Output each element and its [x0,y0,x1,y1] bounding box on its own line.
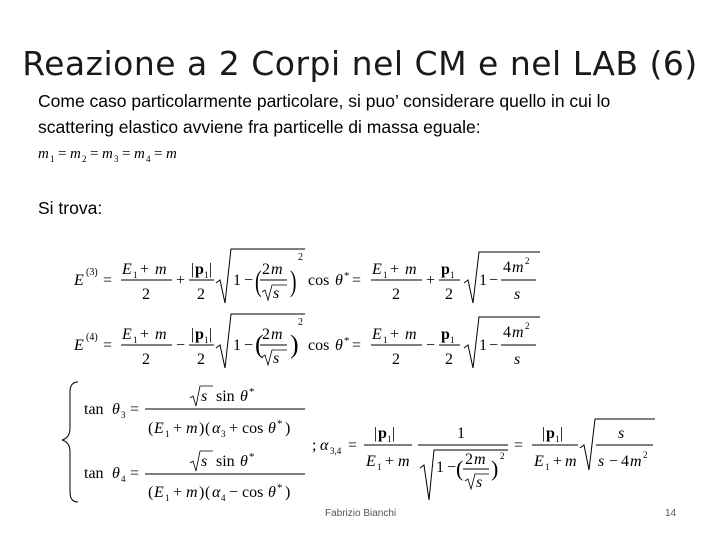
svg-text:m: m [398,453,410,470]
svg-text:−: − [176,337,186,354]
svg-text:cos: cos [242,420,264,437]
svg-text:s: s [476,474,483,491]
svg-text:m: m [102,146,113,162]
svg-text:θ: θ [240,453,248,470]
svg-text:): ) [491,456,499,481]
footer-page-number: 14 [665,508,677,519]
svg-text:=: = [154,146,163,162]
svg-text:1: 1 [545,462,550,472]
svg-text:2: 2 [142,286,150,303]
svg-text:m: m [155,326,167,343]
svg-text:1: 1 [133,335,138,345]
svg-text:1: 1 [479,337,487,354]
svg-text:1: 1 [383,270,388,280]
svg-text:|: | [191,326,195,343]
svg-text:1: 1 [165,493,170,503]
svg-text:1: 1 [377,462,382,472]
svg-text:E: E [366,453,376,470]
svg-text:4: 4 [503,259,511,276]
svg-text:|: | [191,261,195,278]
svg-text:m: m [512,259,524,276]
svg-text:1: 1 [555,434,560,444]
svg-text:−: − [447,459,457,476]
svg-text:s: s [273,285,280,302]
svg-text:p: p [195,261,204,278]
svg-text:=: = [130,465,140,482]
svg-text:+: + [173,484,183,501]
svg-text:*: * [249,386,255,398]
svg-text:θ: θ [335,272,343,289]
svg-text:*: * [277,482,283,494]
svg-text:2: 2 [525,256,530,266]
svg-text:θ: θ [240,388,248,405]
svg-text:m: m [70,146,81,162]
svg-text:4: 4 [621,453,629,470]
svg-text:3,4: 3,4 [330,446,342,456]
svg-text:−: − [489,272,499,289]
svg-text:s: s [618,425,625,442]
svg-text:2: 2 [445,351,453,368]
svg-text:(4): (4) [86,332,98,343]
svg-text:α: α [320,437,329,454]
system-brace [62,382,78,502]
svg-text:s: s [273,350,280,367]
svg-text:(: ( [205,420,211,437]
svg-text:=: = [348,437,358,454]
svg-text:*: * [249,451,255,463]
svg-text:1: 1 [204,270,209,280]
svg-text:+: + [385,453,395,470]
svg-text:−: − [426,337,436,354]
masses-equation-text [0,0,1,1]
svg-text:tan: tan [84,465,104,482]
svg-text:1: 1 [165,429,170,439]
svg-text:): ) [290,330,299,359]
equation-alpha [312,419,655,500]
svg-text:E: E [534,453,544,470]
svg-text:+: + [140,261,150,278]
svg-text:|: | [209,261,213,278]
svg-text:E: E [372,326,382,343]
svg-text:(: ( [255,266,262,299]
svg-text:(: ( [255,330,264,359]
svg-text:s: s [598,453,605,470]
svg-text:|: | [374,425,378,442]
svg-text:=: = [103,272,113,289]
svg-text:−: − [489,337,499,354]
svg-text:2: 2 [392,351,400,368]
svg-text:p: p [378,425,387,442]
svg-text:+: + [390,326,400,343]
svg-text:−: − [229,484,239,501]
svg-text:1: 1 [450,335,455,345]
svg-text:+: + [553,453,563,470]
svg-text:4: 4 [146,154,151,163]
svg-text:m: m [405,326,417,343]
svg-text:p: p [195,326,204,343]
svg-text:+: + [390,261,400,278]
svg-text:m: m [565,453,577,470]
svg-text:cos: cos [308,272,330,289]
svg-text:;: ; [312,437,317,454]
svg-text:+: + [176,272,186,289]
svg-text:2: 2 [392,286,400,303]
svg-text:sin: sin [216,453,235,470]
svg-text:=: = [103,337,113,354]
svg-text:E: E [122,326,132,343]
svg-text:θ: θ [335,337,343,354]
svg-text:p: p [441,326,450,343]
svg-text:m: m [186,420,198,437]
svg-text:m: m [134,146,145,162]
svg-text:+: + [173,420,183,437]
svg-text:s: s [201,388,208,405]
svg-text:(: ( [148,420,154,437]
svg-text:1: 1 [383,335,388,345]
svg-text:−: − [609,453,619,470]
svg-text:s: s [514,351,521,368]
svg-text:4: 4 [221,493,226,503]
svg-text:α: α [212,420,221,437]
svg-text:θ: θ [268,420,276,437]
svg-text:E: E [74,337,84,354]
svg-text:3: 3 [221,429,226,439]
svg-text:p: p [441,261,450,278]
svg-text:−: − [244,272,254,289]
svg-text:=: = [352,272,362,289]
equation-tan-theta4 [84,451,305,503]
svg-text:m: m [186,484,198,501]
si-trova-label: Si trova: [38,198,103,218]
svg-text:=: = [130,401,140,418]
svg-text:|: | [542,425,546,442]
svg-text:1: 1 [436,459,444,476]
svg-text:=: = [514,437,524,454]
svg-text:1: 1 [204,335,209,345]
svg-text:m: m [512,324,524,341]
svg-text:|: | [560,425,564,442]
svg-text:4: 4 [503,324,511,341]
svg-text:1: 1 [450,270,455,280]
svg-text:+: + [426,272,436,289]
svg-text:): ) [199,484,205,501]
svg-text:2: 2 [262,261,270,278]
svg-text:3: 3 [114,154,119,163]
svg-text:2: 2 [643,450,648,460]
svg-text:): ) [285,484,291,501]
svg-text:*: * [344,270,350,282]
svg-text:|: | [392,425,396,442]
svg-text:2: 2 [298,317,303,328]
svg-text:cos: cos [242,484,264,501]
svg-text:1: 1 [233,337,241,354]
svg-text:m: m [166,146,177,162]
svg-text:=: = [122,146,131,162]
svg-text:cos: cos [308,337,330,354]
svg-text:*: * [277,418,283,430]
svg-text:−: − [244,337,254,354]
svg-text:θ: θ [112,465,120,482]
svg-text:1: 1 [387,434,392,444]
svg-text:2: 2 [445,286,453,303]
svg-text:1: 1 [133,270,138,280]
svg-text:2: 2 [262,326,270,343]
equation-E4 [73,314,540,368]
svg-text:m: m [630,453,642,470]
equation-tan-theta3 [84,386,305,439]
svg-text:α: α [212,484,221,501]
svg-text:E: E [154,484,164,501]
svg-text:m: m [271,261,283,278]
svg-text:m: m [405,261,417,278]
svg-text:m: m [271,326,283,343]
slide-title: Reazione a 2 Corpi nel CM e nel LAB (6) [22,44,698,83]
svg-text:3: 3 [121,410,126,420]
svg-text:1: 1 [50,154,55,163]
svg-text:(: ( [205,484,211,501]
svg-text:1: 1 [233,272,241,289]
svg-text:2: 2 [465,451,473,468]
svg-text:E: E [74,272,84,289]
svg-text:1: 1 [479,272,487,289]
svg-text:2: 2 [298,252,303,263]
svg-text:2: 2 [525,321,530,331]
svg-text:): ) [285,420,291,437]
svg-text:m: m [474,451,486,468]
svg-text:+: + [229,420,239,437]
svg-text:=: = [352,337,362,354]
svg-text:2: 2 [142,351,150,368]
svg-text:2: 2 [197,286,205,303]
svg-text:E: E [122,261,132,278]
equation-E3 [73,249,540,303]
svg-text:2: 2 [82,154,87,163]
svg-text:4: 4 [121,474,126,484]
svg-text:*: * [344,335,350,347]
svg-text:(3): (3) [86,267,98,278]
svg-text:θ: θ [268,484,276,501]
footer-author: Fabrizio Bianchi [325,508,397,519]
svg-text:E: E [372,261,382,278]
svg-text:=: = [90,146,99,162]
svg-text:2: 2 [500,451,505,461]
svg-text:1: 1 [457,425,465,442]
intro-line-2: scattering elastico avviene fra particelle di massa eguale: [38,117,481,137]
svg-text:=: = [58,146,67,162]
intro-line-1: Come caso particolarmente particolare, si puo’ considerare quello in cui lo [38,91,611,111]
svg-text:(: ( [456,456,464,481]
svg-text:θ: θ [112,401,120,418]
svg-text:tan: tan [84,401,104,418]
svg-text:): ) [290,266,297,299]
svg-text:s: s [201,453,208,470]
svg-text:m: m [38,146,49,162]
svg-text:|: | [209,326,213,343]
equation-text-mirror [0,0,1,1]
svg-text:E: E [154,420,164,437]
svg-text:2: 2 [197,351,205,368]
svg-text:s: s [514,286,521,303]
svg-text:(: ( [148,484,154,501]
svg-text:+: + [140,326,150,343]
svg-text:p: p [546,425,555,442]
svg-text:sin: sin [216,388,235,405]
svg-text:m: m [155,261,167,278]
svg-text:): ) [199,420,205,437]
